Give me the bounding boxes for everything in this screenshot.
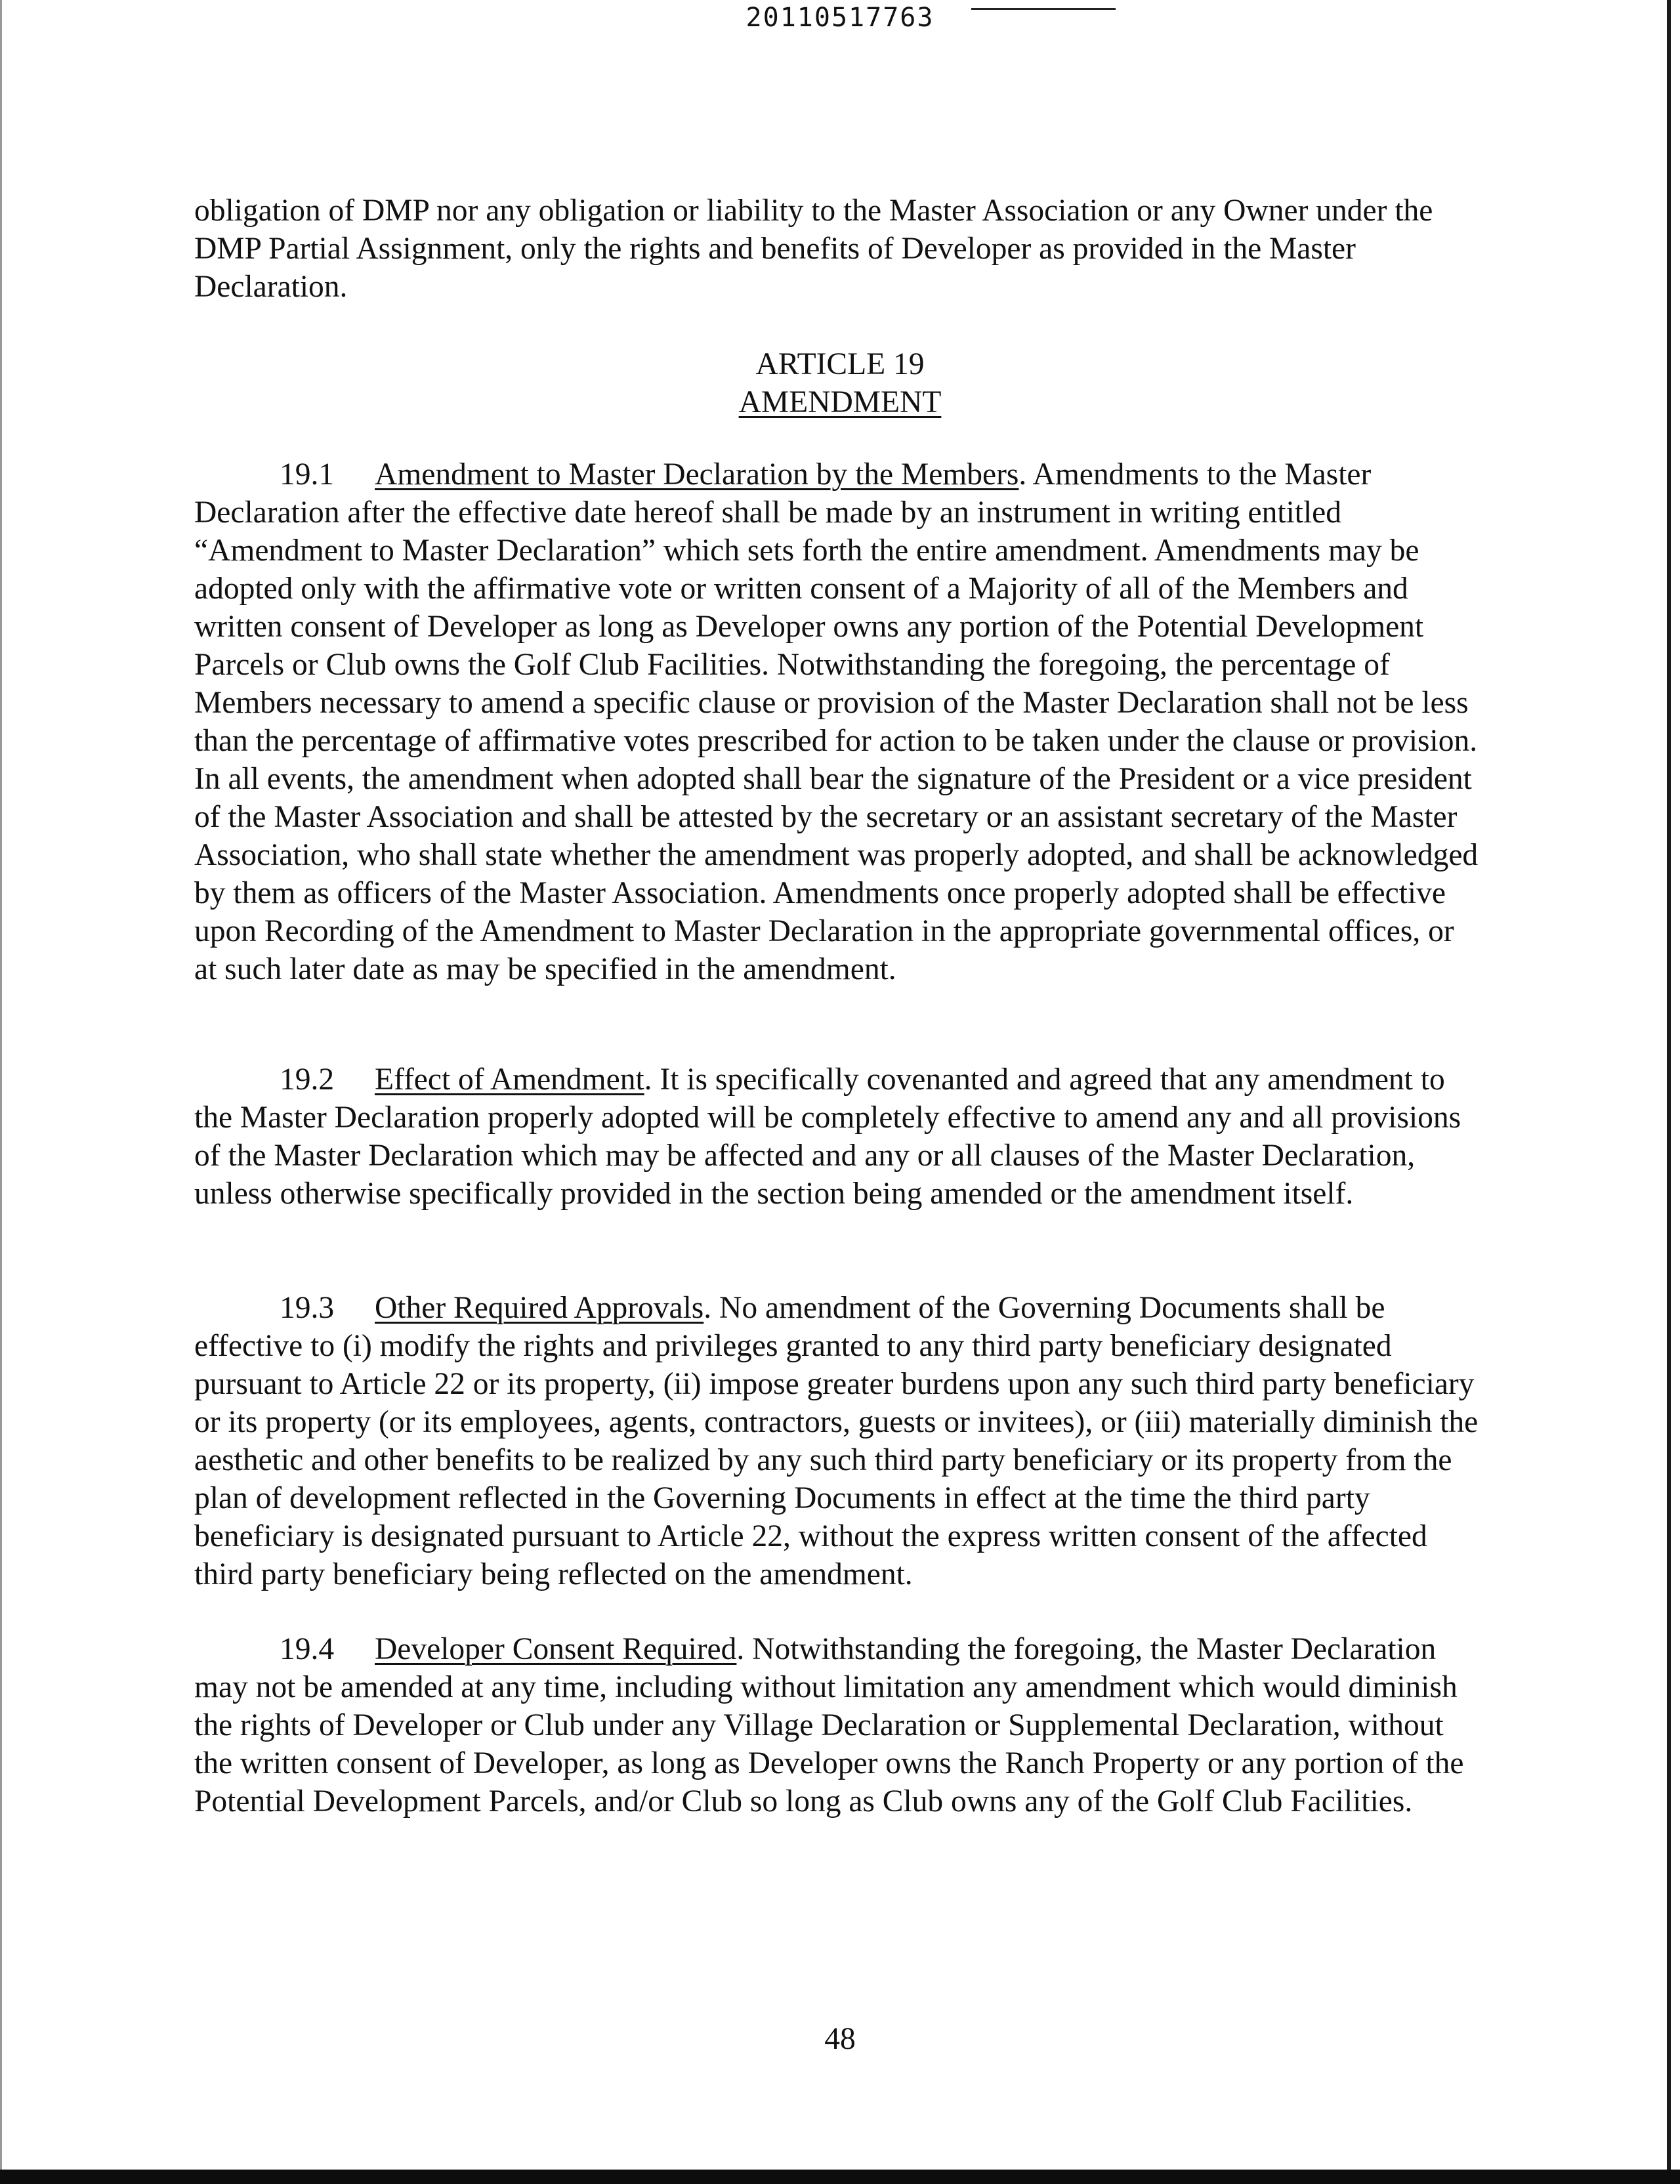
article-title	[0, 383, 1680, 421]
scan-bottom-edge	[0, 2170, 1680, 2184]
intro-paragraph	[194, 192, 1480, 306]
section-body: . No amendment of the Governing Documents shall be effective to (i) modify the rights and privileges granted to any third party beneficiary designated pursuant to Article 22 or its property, (ii) impose greater burdens upon any such third party beneficiary or its property (or its employees, agents, contractors, guests or invitees), or (iii) materially diminish the aesthetic and other benefits to be realized by any such third party beneficiary or its property from the plan of development reflected in the Governing Documents in effect at the time the third party beneficiary is designated pursuant to Article 22, without the express written consent of the affected third party beneficiary being reflected on the amendment.	[194, 1291, 1479, 1591]
section-body: . Notwithstanding the foregoing, the Master Declaration may not be amended at any time, including without limitation any amendment which would diminish the rights of Developer or Club under any Village Declaration or Supplemental Declaration, without the written consent of Developer, as long as Developer owns the Ranch Property or any portion of the Potential Development Parcels, and/or Club so long as Club owns any of the Golf Club Facilities.	[194, 1632, 1464, 1818]
intro-text: obligation of DMP nor any obligation or liability to the Master Association or any Owner under the DMP Partial Assignment, only the rights and benefits of Developer as provided in the Master Declaration.	[194, 194, 1433, 304]
section-heading: Effect of Amendment	[375, 1062, 644, 1097]
section-paragraph	[194, 455, 1480, 988]
section-number: 19.2	[280, 1062, 335, 1097]
section-number: 19.4	[280, 1632, 335, 1666]
section-19-1	[194, 455, 1480, 988]
article-title-text: AMENDMENT	[738, 385, 942, 419]
document-number: 20110517763	[746, 3, 934, 33]
section-paragraph	[194, 1289, 1480, 1593]
section-number: 19.3	[280, 1291, 335, 1325]
scan-right-edge	[1667, 0, 1671, 2184]
section-number: 19.1	[280, 457, 335, 492]
section-heading: Other Required Approvals	[375, 1291, 704, 1325]
section-body: . Amendments to the Master Declaration after the effective date hereof shall be made by an instrument in writing entitled “Amendment to Master Declaration” which sets forth the entire amendment. Amendments may be adopted only with the affirmative vote or written consent of a Majority of all of the Members and written consent of Developer as long as Developer owns any portion of the Potential Development Parcels or Club owns the Golf Club Facilities. Notwithstanding the foregoing, the percentage of Members necessary to amend a specific clause or provision of the Master Declaration shall not be less than the percentage of affirmative votes prescribed for action to be taken under the clause or provision. In all events, the amendment when adopted shall bear the signature of the President or a vice president of the Master Association and shall be attested by the secretary or an assistant secretary of the Master Association, who shall state whether the amendment was properly adopted, and shall be acknowledged by them as officers of the Master Association. Amendments once properly adopted shall be effective upon Recording of the Amendment to Master Declaration in the appropriate governmental offices, or at such later date as may be specified in the amendment.	[194, 457, 1479, 986]
section-19-4	[194, 1630, 1480, 1820]
section-heading: Amendment to Master Declaration by the Members	[375, 457, 1019, 492]
scan-left-edge	[0, 0, 2, 2184]
page-number: 48	[824, 2022, 856, 2056]
article-number: ARTICLE 19	[755, 347, 925, 381]
section-paragraph	[194, 1630, 1480, 1820]
section-19-3	[194, 1289, 1480, 1593]
section-19-2	[194, 1060, 1480, 1213]
section-heading: Developer Consent Required	[375, 1632, 737, 1666]
stamp-underline	[971, 8, 1116, 10]
section-body: . It is specifically covenanted and agreed that any amendment to the Master Declaration properly adopted will be completely effective to amend any and all provisions of the Master Declaration which may be affected and any or all clauses of the Master Declaration, unless otherwise specifically provided in the section being amended or the amendment itself.	[194, 1062, 1461, 1211]
section-paragraph	[194, 1060, 1480, 1213]
